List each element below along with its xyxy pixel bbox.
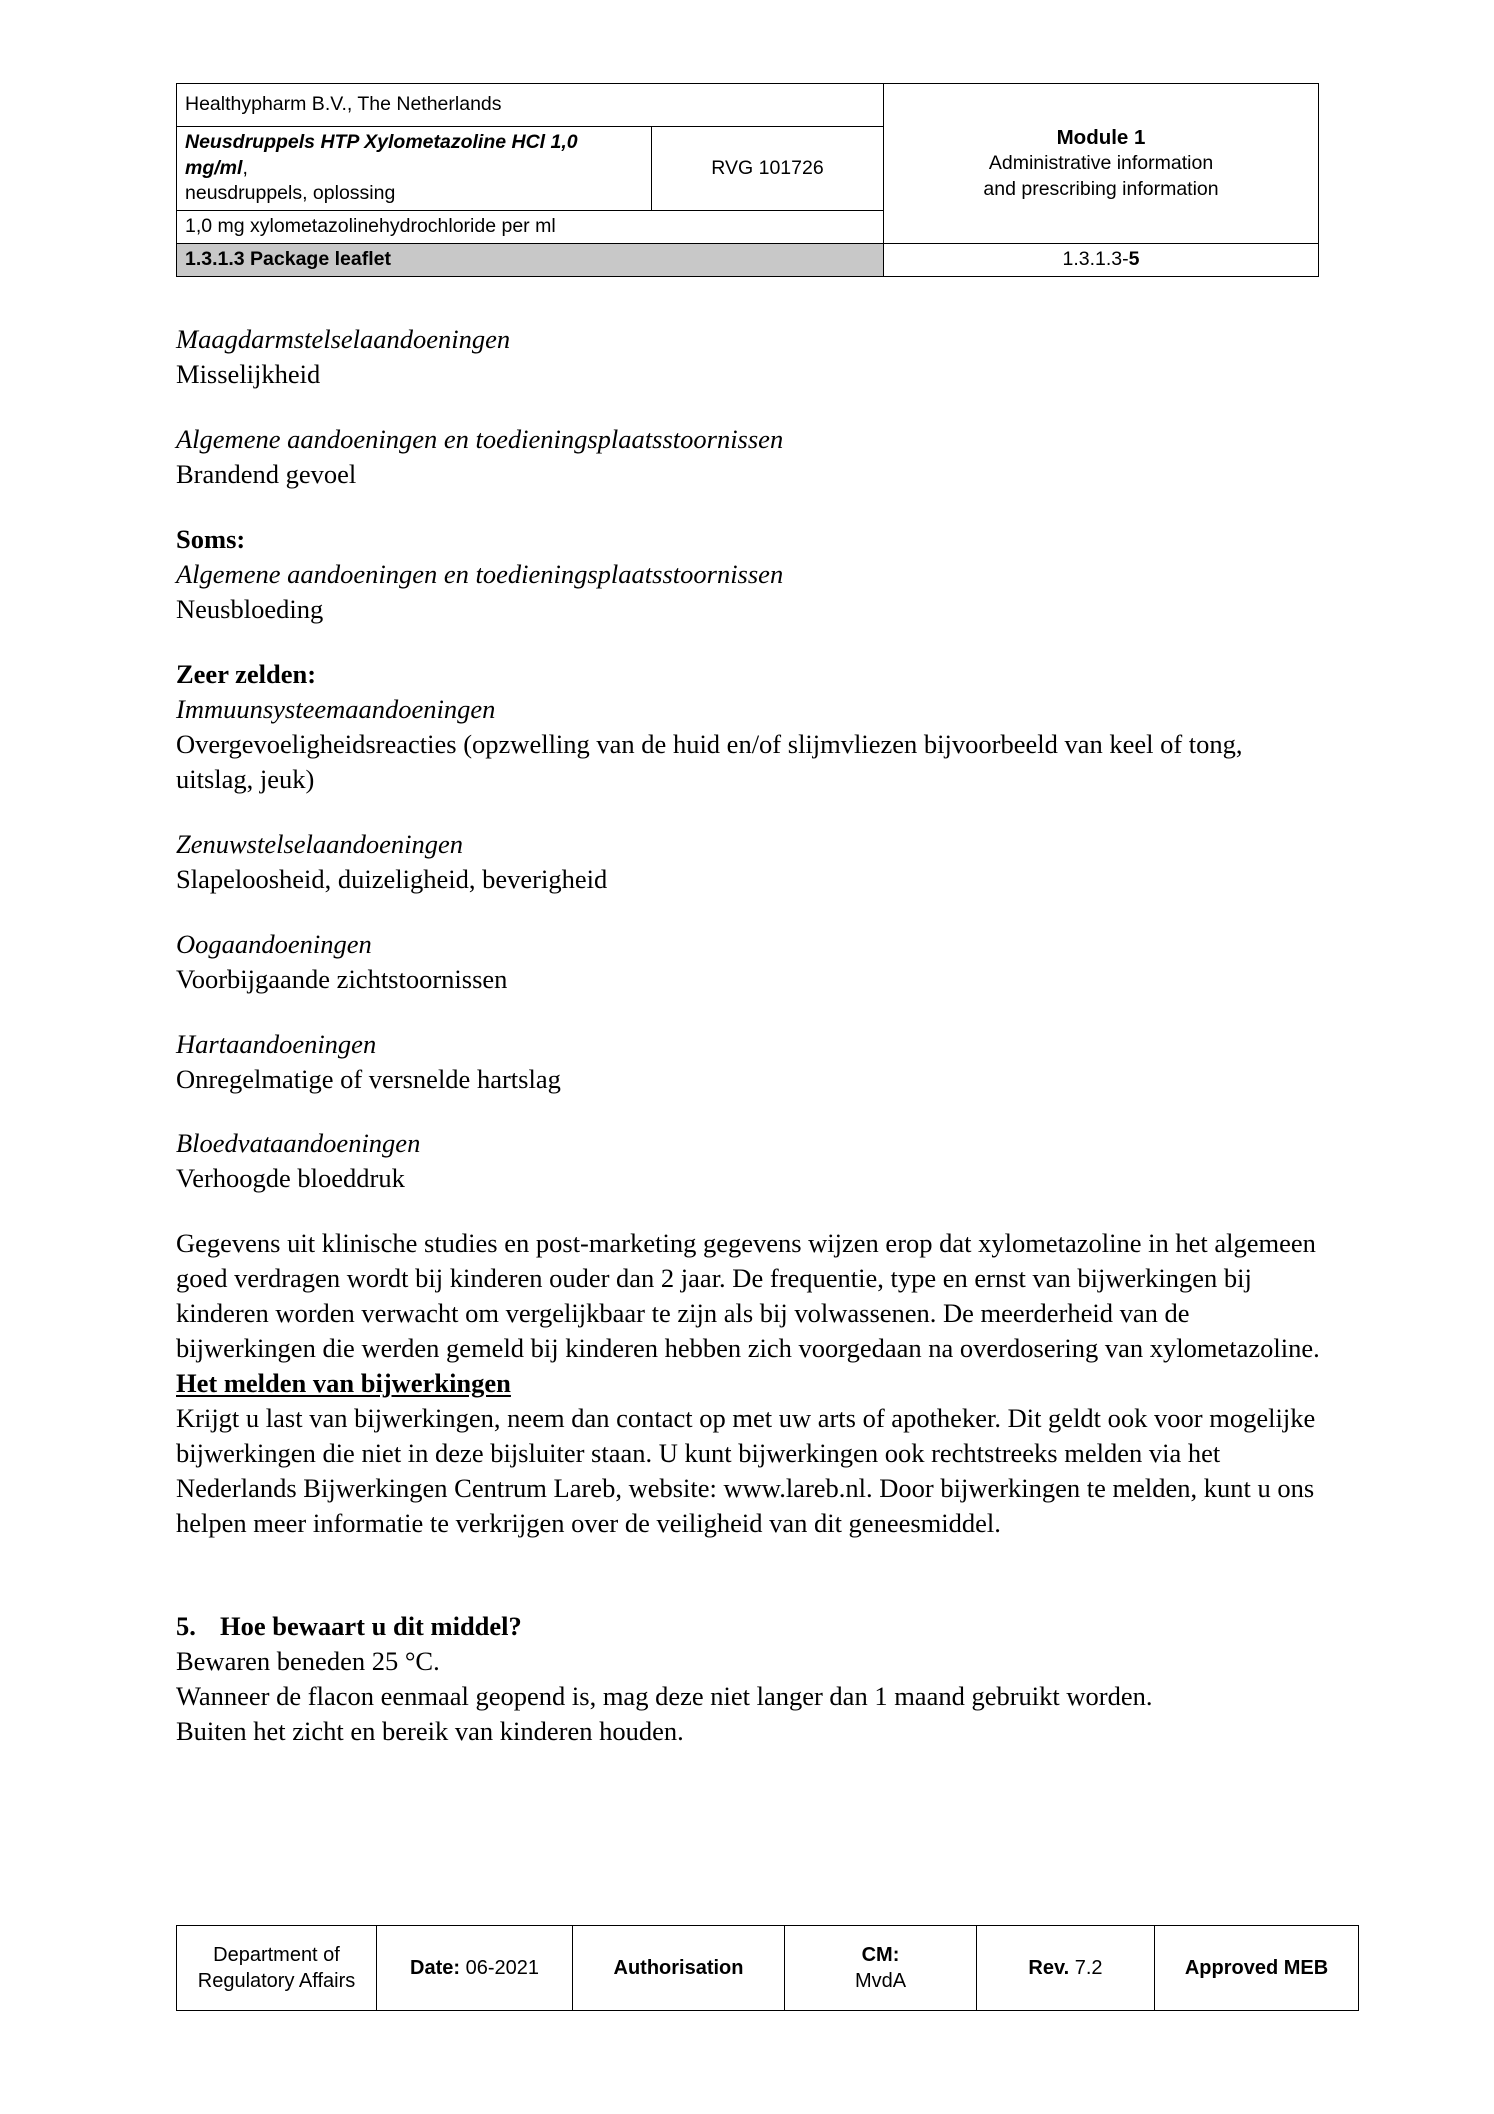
- footer-cm-label: CM:: [861, 1944, 900, 1966]
- page-number-value: 5: [1128, 247, 1140, 270]
- group-text: Onregelmatige of versnelde hartslag: [176, 1063, 561, 1094]
- group-heading: Bloedvataandoeningen: [176, 1128, 421, 1159]
- header-product-form: neusdruppels, oplossing: [185, 182, 396, 205]
- header-module-line2: and prescribing information: [983, 177, 1219, 200]
- group-heading: Algemene aandoeningen en toedieningsplaatsstoornissen: [176, 558, 784, 589]
- footer-date-label: Date:: [410, 1957, 461, 1979]
- header-section-title: 1.3.1.3 Package leaflet: [177, 243, 884, 276]
- reporting-heading: Het melden van bijwerkingen: [176, 1368, 511, 1399]
- section5-spacer: [176, 1571, 1322, 1609]
- document-header-table: [176, 83, 1319, 277]
- group-text: Misselijkheid: [176, 358, 321, 389]
- footer-date: [377, 1926, 573, 2011]
- section5-heading: [176, 1609, 1322, 1644]
- storage-line-2: Wanneer de flacon eenmaal geopend is, mag deze niet langer dan 1 maand gebruikt worden.: [176, 1681, 1153, 1712]
- adverse-group-immune: [176, 692, 1322, 797]
- adverse-group-gastrointestinal: [176, 322, 1322, 392]
- group-text: Overgevoeligheidsreacties (opzwelling van de huid en/of slijmvliezen bijvoorbeeld van keel of tong, uitslag, jeuk): [176, 728, 1243, 794]
- header-strength: 1,0 mg xylometazolinehydrochloride per ml: [177, 211, 884, 244]
- group-heading: Algemene aandoeningen en toedieningsplaatsstoornissen: [176, 423, 784, 454]
- footer-rev-value: 7.2: [1074, 1957, 1103, 1979]
- header-product-comma: ,: [242, 156, 248, 179]
- frequency-block-soms: [176, 522, 1322, 627]
- group-heading: Immuunsysteemaandoeningen: [176, 693, 496, 724]
- reporting-block: [176, 1366, 1322, 1541]
- storage-line-1: Bewaren beneden 25 °C.: [176, 1646, 440, 1677]
- header-module-line1: Administrative information: [988, 152, 1214, 175]
- group-text: Brandend gevoel: [176, 458, 357, 489]
- header-product-name: Neusdruppels HTP Xylometazoline HCl 1,0 mg/ml: [185, 131, 578, 179]
- header-row-section: [177, 243, 1319, 276]
- header-product-cell: [177, 127, 652, 211]
- frequency-block-zeer-zelden: [176, 657, 1322, 1197]
- section5-content: [176, 1644, 1322, 1749]
- page-number-prefix: 1.3.1.3-: [1062, 247, 1129, 270]
- group-text: Neusbloeding: [176, 593, 324, 624]
- header-page-number: [884, 243, 1319, 276]
- document-footer-table: [176, 1925, 1359, 2011]
- adverse-group-eye: [176, 927, 1322, 997]
- adverse-group-general: [176, 422, 1322, 492]
- footer-approved: Approved MEB: [1155, 1926, 1359, 2011]
- reporting-text: Krijgt u last van bijwerkingen, neem dan contact op met uw arts of apotheker. Dit geldt ook voor mogelijke bijwerkingen die niet in deze bijsluiter staan. U kunt bijwerkingen ook rechtstreeks melden via het Nederlands Bijwerkingen Centrum Lareb, website: www.lareb.nl. Door bijwerkingen te melden, kunt u ons helpen meer informatie te verkrijgen over de veiligheid van dit geneesmiddel.: [176, 1403, 1316, 1539]
- document-body: [176, 322, 1322, 1749]
- group-heading: Oogaandoeningen: [176, 928, 372, 959]
- footer-authorisation: Authorisation: [573, 1926, 785, 2011]
- adverse-group-vascular: [176, 1126, 1322, 1196]
- adverse-group-cardiac: [176, 1027, 1322, 1097]
- footer-cm: [785, 1926, 977, 2011]
- paediatric-paragraph: Gegevens uit klinische studies en post-marketing gegevens wijzen erop dat xylometazoline in het algemeen goed verdragen wordt bij kinderen ouder dan 2 jaar. De frequentie, type en ernst van bijwerkingen bij kinderen worden verwacht om vergelijkbaar te zijn als bij volwassenen. De meerderheid van de bijwerkingen die werden gemeld bij kinderen hebben zich voorgedaan na overdosering van xylometazoline.: [176, 1228, 1320, 1364]
- footer-date-value: 06-2021: [465, 1957, 539, 1979]
- header-row-company: [177, 84, 1319, 127]
- frequency-label-zeer-zelden: Zeer zelden:: [176, 658, 317, 689]
- footer-department-line2: Regulatory Affairs: [197, 1970, 356, 1992]
- section5-title: Hoe bewaart u dit middel?: [220, 1611, 522, 1642]
- group-text: Verhoogde bloeddruk: [176, 1163, 405, 1194]
- group-heading: Maagdarmstelselaandoeningen: [176, 324, 511, 354]
- group-heading: Hartaandoeningen: [176, 1028, 377, 1059]
- adverse-group-nervous: [176, 827, 1322, 897]
- section5-number: 5.: [176, 1611, 196, 1642]
- header-company: Healthypharm B.V., The Netherlands: [177, 84, 884, 127]
- header-module-cell: [884, 84, 1319, 244]
- group-text: Voorbijgaande zichtstoornissen: [176, 963, 508, 994]
- footer-row: [177, 1926, 1359, 2011]
- header-module-title: Module 1: [1056, 126, 1146, 150]
- footer-rev-label: Rev.: [1028, 1957, 1070, 1979]
- group-heading: Zenuwstelselaandoeningen: [176, 828, 464, 859]
- storage-line-3: Buiten het zicht en bereik van kinderen houden.: [176, 1716, 684, 1747]
- header-rvg-number: RVG 101726: [652, 127, 884, 211]
- footer-cm-value: MvdA: [854, 1970, 907, 1992]
- footer-department: [177, 1926, 377, 2011]
- frequency-label-soms: Soms:: [176, 523, 246, 554]
- footer-rev: [977, 1926, 1155, 2011]
- group-text: Slapeloosheid, duizeligheid, beverigheid: [176, 863, 608, 894]
- footer-department-line1: Department of: [213, 1944, 340, 1966]
